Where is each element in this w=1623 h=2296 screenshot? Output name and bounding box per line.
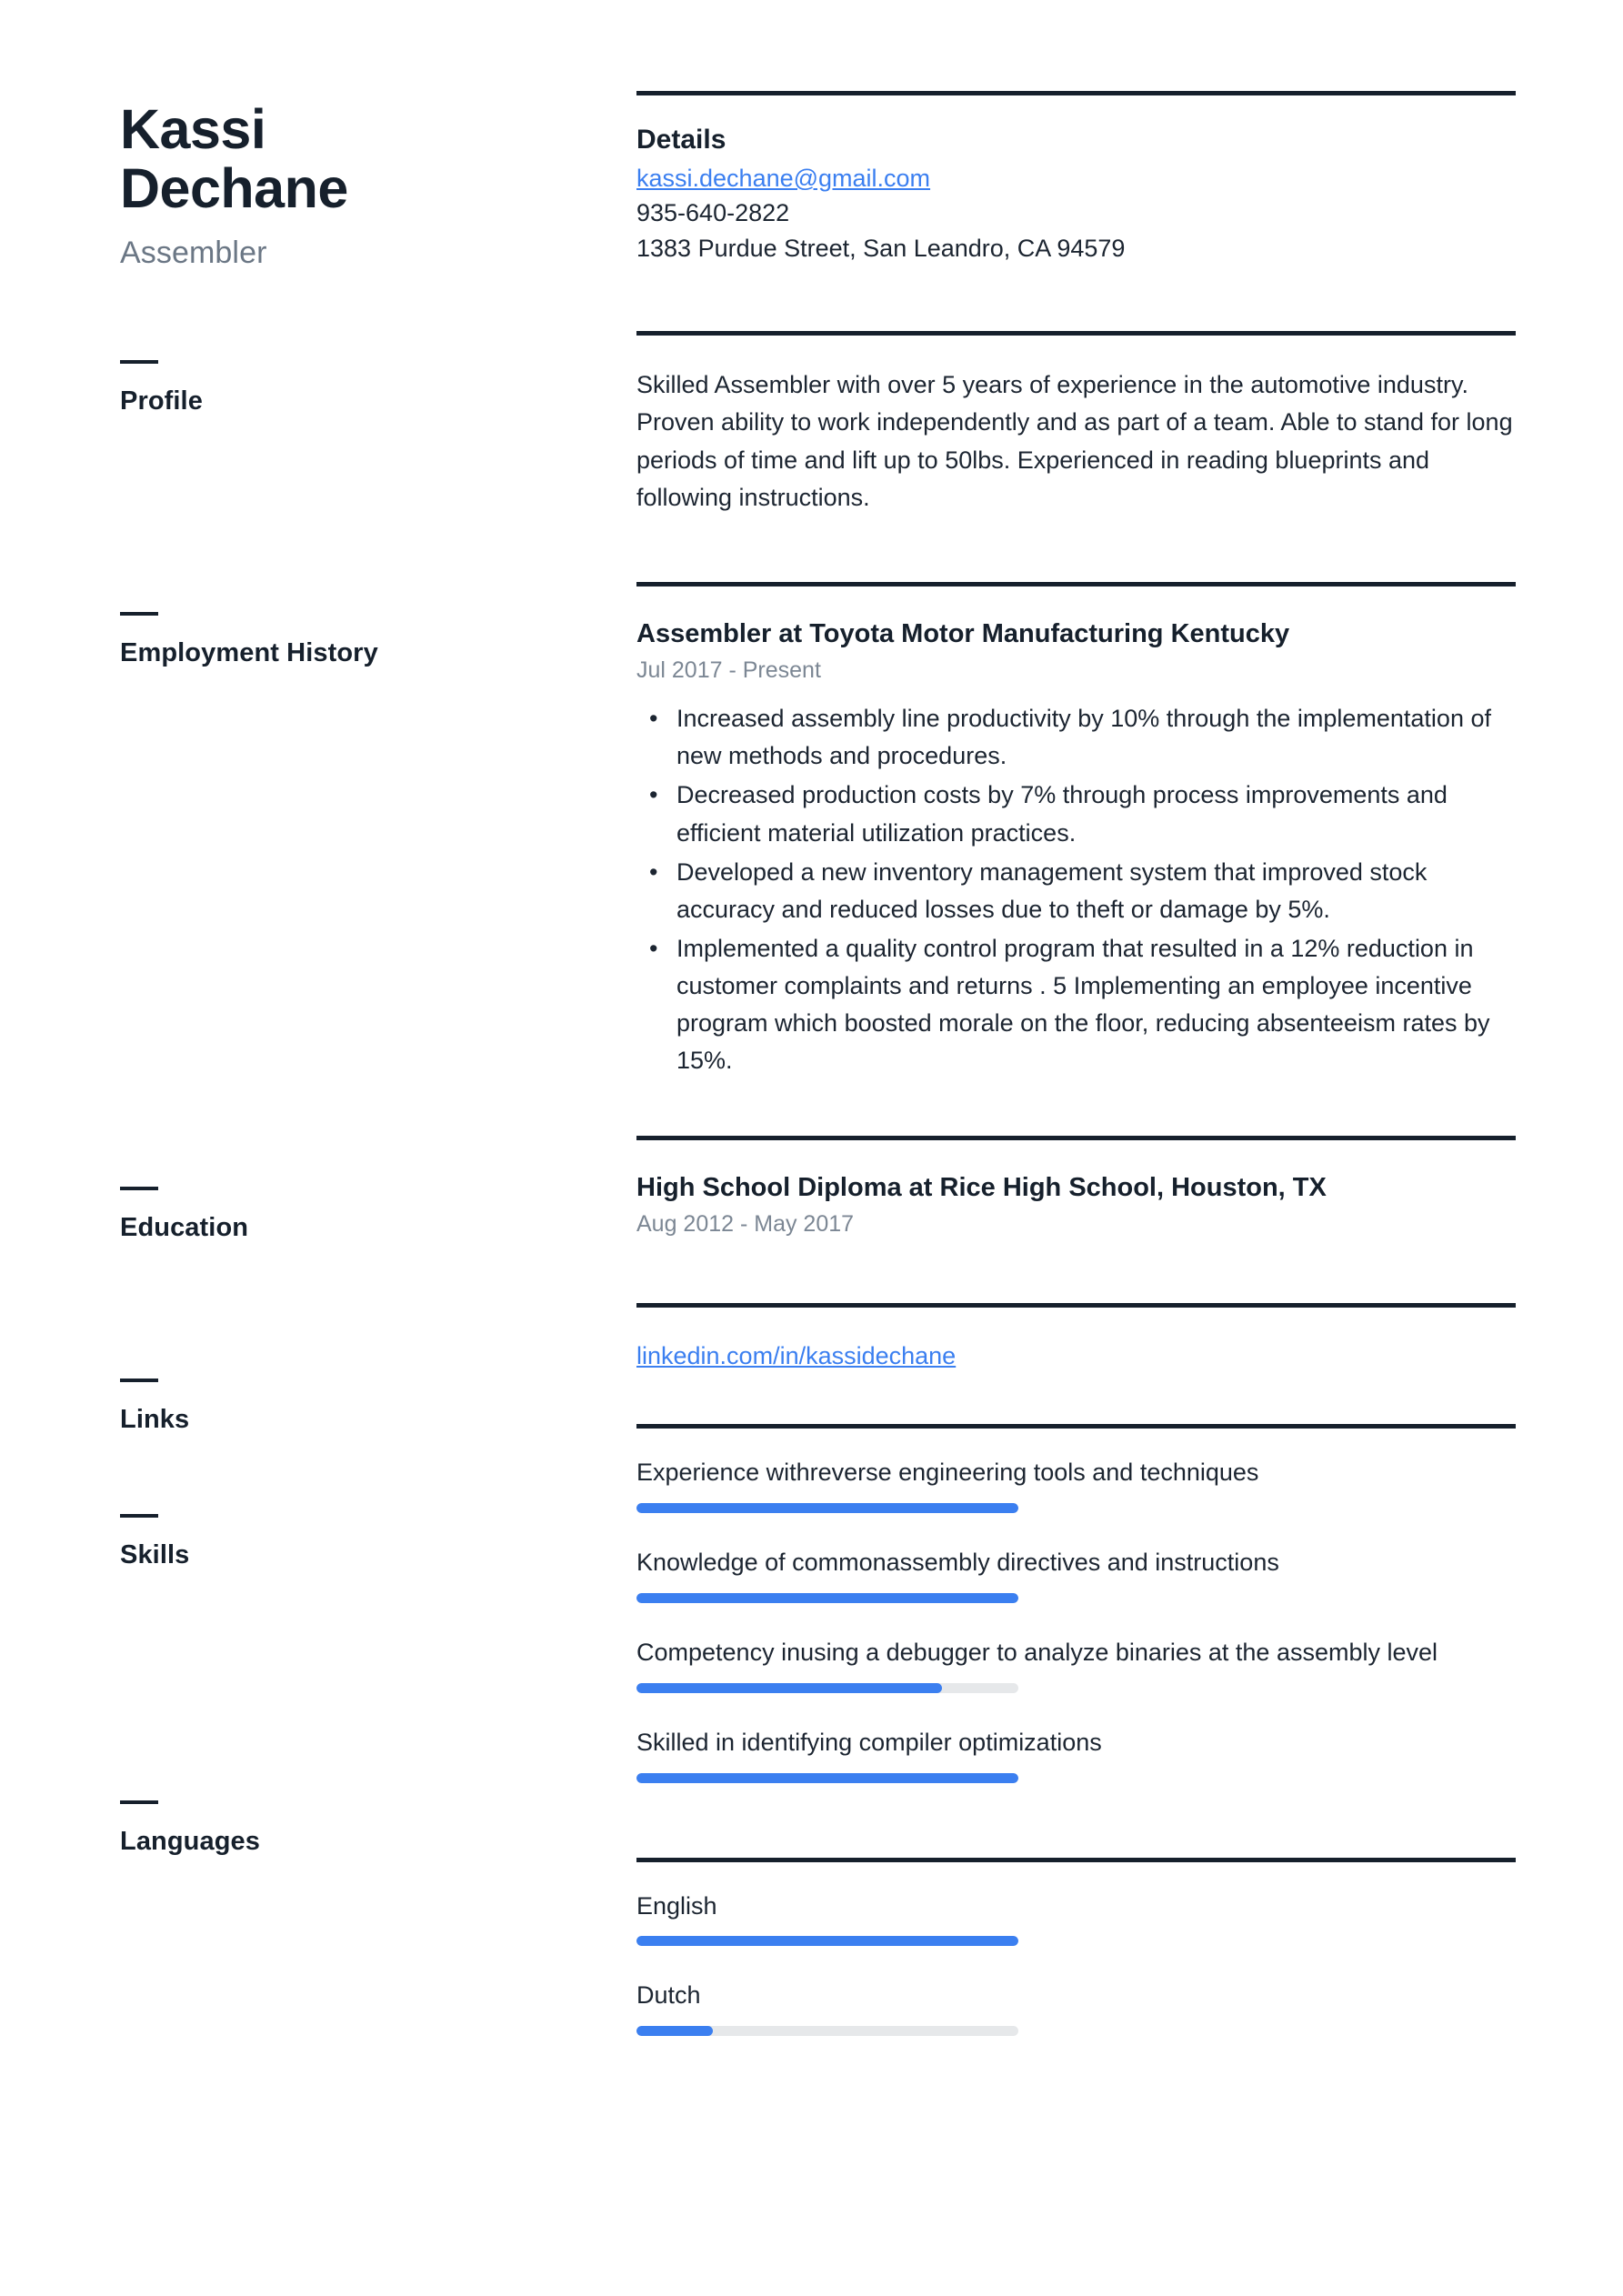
section-links xyxy=(636,1303,1516,1373)
employment-entry-dates: Jul 2017 - Present xyxy=(636,657,821,684)
section-skills xyxy=(636,1424,1516,1782)
sidebar-item-profile xyxy=(120,360,203,416)
list-item: • Decreased production costs by 7% through process improvements and efficient material utilization practices. xyxy=(676,777,1516,851)
linkedin-link[interactable]: linkedin.com/in/kassidechane xyxy=(636,1341,957,1369)
language-item xyxy=(636,1890,1516,1947)
sidebar-item-skills xyxy=(120,1514,189,1570)
employment-entry-title: Assembler at Toyota Motor Manufacturing Kentucky xyxy=(636,619,1290,649)
links-list xyxy=(636,1338,1516,1373)
language-label: English xyxy=(636,1891,717,1920)
section-education xyxy=(636,1136,1516,1238)
phone-line: 935-640-2822 xyxy=(636,199,790,227)
sidebar-item-label: Skills xyxy=(120,1540,190,1569)
section-profile xyxy=(636,331,1516,516)
section-divider xyxy=(636,91,1516,95)
list-item: • Implemented a quality control program that resulted in a 12% reduction in customer complaints and returns . 5 Implementing an employee incentive program which boosted morale on the floor, reducing absenteeism rates by 15%. xyxy=(676,930,1516,1079)
page-title xyxy=(120,100,420,219)
sidebar-item-label: Languages xyxy=(120,1827,260,1856)
language-level-track xyxy=(636,1936,1018,1946)
list-item: • Developed a new inventory management system that improved stock accuracy and reduced losses due to theft or damage by 5%. xyxy=(676,854,1516,928)
education-entry-dates: Aug 2012 - May 2017 xyxy=(636,1210,855,1237)
skill-level-fill xyxy=(636,1773,1018,1783)
email-line xyxy=(636,161,1516,196)
skill-level-track xyxy=(636,1593,1018,1603)
skill-label: Competency inusing a debugger to analyze binaries at the assembly level xyxy=(636,1638,1438,1666)
skill-level-fill xyxy=(636,1503,1018,1513)
sidebar-item-languages xyxy=(120,1800,260,1857)
skill-level-track xyxy=(636,1503,1018,1513)
last-name: Dechane xyxy=(120,157,348,220)
employment-entry xyxy=(636,617,1516,1079)
first-name: Kassi xyxy=(120,98,266,160)
skill-level-fill xyxy=(636,1593,1018,1603)
dash-icon xyxy=(120,612,158,616)
skill-level-track xyxy=(636,1773,1018,1783)
right-column xyxy=(636,91,1516,2045)
language-label: Dutch xyxy=(636,1981,701,2010)
details-heading: Details xyxy=(636,125,726,155)
sidebar-item-links xyxy=(120,1379,189,1435)
left-column xyxy=(120,91,629,271)
employment-bullet-list xyxy=(636,700,1516,1078)
language-level-fill xyxy=(636,2026,713,2036)
sidebar-item-label: Links xyxy=(120,1405,190,1434)
sidebar-item-education xyxy=(120,1187,248,1243)
education-entry xyxy=(636,1171,1516,1238)
section-employment-history xyxy=(636,582,1516,1079)
sidebar-item-label: Profile xyxy=(120,386,203,416)
section-details xyxy=(636,91,1516,266)
dash-icon xyxy=(120,1514,158,1518)
address-line: 1383 Purdue Street, San Leandro, CA 94579 xyxy=(636,234,1126,262)
skill-item xyxy=(636,1456,1516,1513)
dash-icon xyxy=(120,360,158,364)
skill-level-track xyxy=(636,1683,1018,1693)
skill-level-fill xyxy=(636,1683,942,1693)
language-item xyxy=(636,1979,1516,2036)
skill-label: Skilled in identifying compiler optimizations xyxy=(636,1728,1102,1756)
dash-icon xyxy=(120,1187,158,1190)
language-level-track xyxy=(636,2026,1018,2036)
profile-text: Skilled Assembler with over 5 years of experience in the automotive industry. Proven ability to work independently and as part of a team. Able to stand for long periods of time and lift up to 50lbs. Experienced in reading blueprints and following instructions. xyxy=(636,370,1513,511)
language-level-fill xyxy=(636,1936,1018,1946)
skill-label: Experience withreverse engineering tools and techniques xyxy=(636,1459,1259,1487)
skill-item xyxy=(636,1636,1516,1693)
section-languages xyxy=(636,1858,1516,2037)
dash-icon xyxy=(120,1800,158,1804)
skill-item xyxy=(636,1726,1516,1783)
name-block xyxy=(120,100,629,271)
list-item: • Increased assembly line productivity by 10% through the implementation of new methods and procedures. xyxy=(676,700,1516,775)
sidebar-item-label: Education xyxy=(120,1213,249,1242)
sidebar-item-label: Employment History xyxy=(120,638,378,667)
email-link[interactable]: kassi.dechane@gmail.com xyxy=(636,165,931,192)
dash-icon xyxy=(120,1379,158,1382)
skill-label: Knowledge of commonassembly directives and instructions xyxy=(636,1549,1279,1577)
education-entry-title: High School Diploma at Rice High School, Houston, TX xyxy=(636,1172,1327,1202)
job-title: Assembler xyxy=(120,235,267,270)
skill-item xyxy=(636,1546,1516,1603)
sidebar-item-employment-history xyxy=(120,612,378,668)
